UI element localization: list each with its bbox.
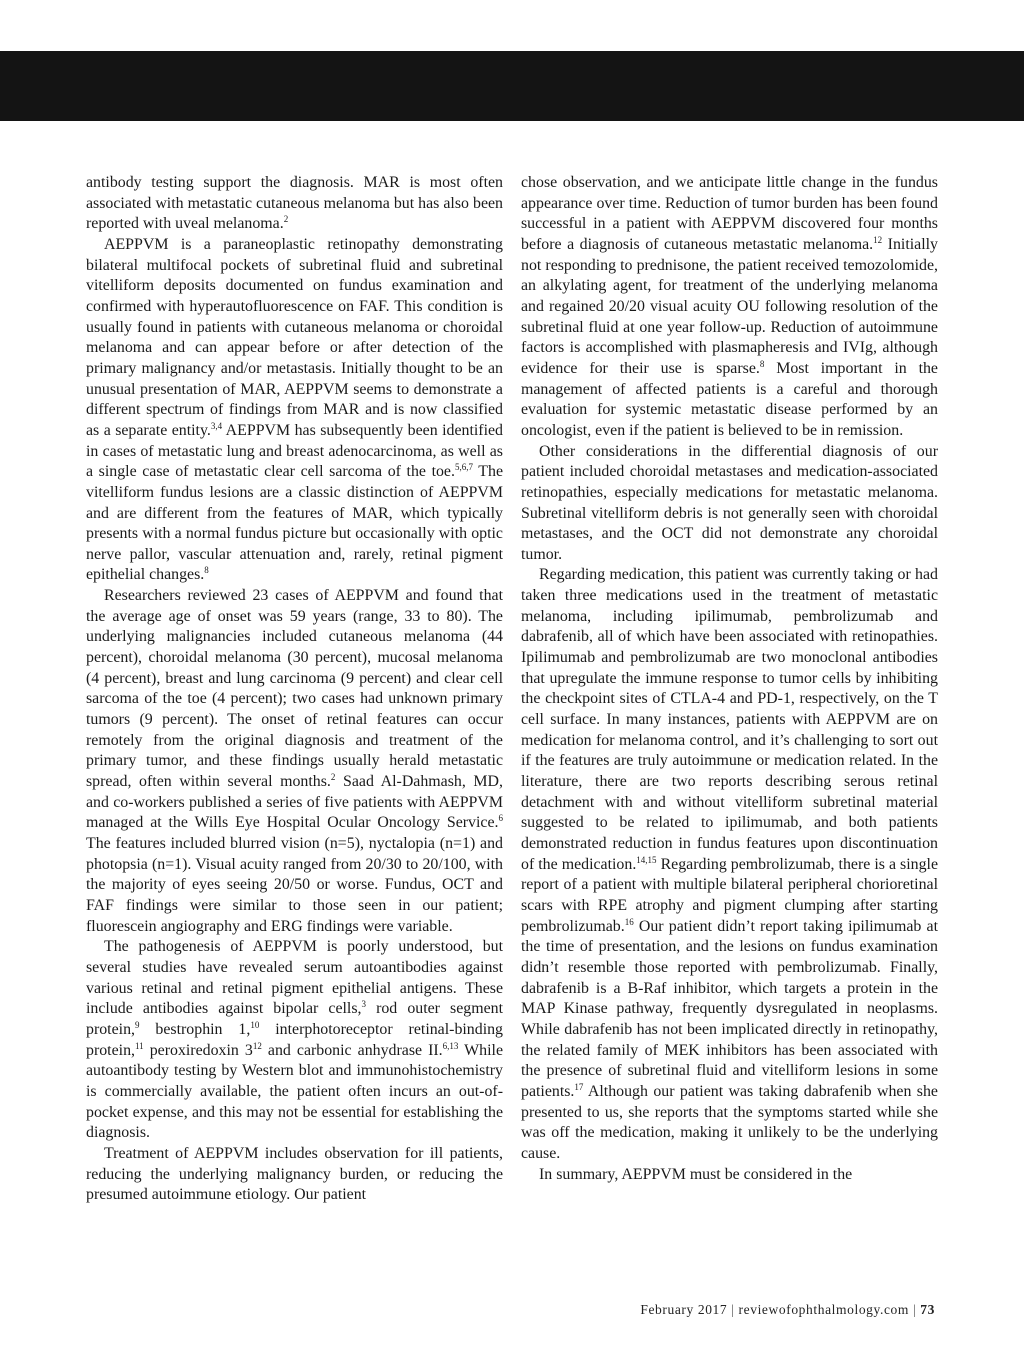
article-column-right (521, 173, 938, 1185)
page-number: 73 (920, 1302, 935, 1317)
reference-superscript: 8 (759, 358, 765, 369)
reference-superscript: 16 (624, 916, 634, 927)
paragraph: The pathogenesis of AEPPVM is poorly understood, but several studies have revealed serum autoantibodies against various retinal and retinal pigment epithelial antigens. These include antibodies against bipolar cells,$^3$ rod outer segment protein,$^9$ bestrophin 1,10 interphotoreceptor retinal-binding protein,$^{11}$ peroxiredoxin $3^{12}$ and carbonic anhydrase II.$^{6,13}$ While autoantibody testing by Western blot and immunohistochemistry is commercially available, the patient often incurs an out-of-pocket expense, and this may not be essential for establishing the diagnosis. (86, 938, 504, 1142)
paragraph: Regarding medication, this patient was currently taking or had taken three medications used in the treatment of metastatic melanoma, including ipilimumab, pembrolizumab and dabrafenib, all of which have been associated with retinopathies. Ipilimumab and pembrolizumab are two monoclonal antibodies that upregulate the immune response to tumor cells by inhibiting the checkpoint sites of CTLA-4 and PD-1, respectively, on the T cell surface. In many instances, patients with AEPPVM are on medication for melanoma control, and it’s challenging to sort out if the features are truly autoimmune or medication related. In the literature, there are two reports describing serous retinal detachment with and without vitelliform subretinal material suggested to be related to ipilimumab, and both patients demonstrated reduction in fundus features upon discontinuation of the medication.$^{14,15}$ Regarding pembrolizumab, there is a single report of a patient with multiple bilateral peripheral chorioretinal scars with RPE atrophy and pigment clumping after starting pembrolizumab.$^{16}$ Our patient didn’t report taking ipilimumab at the time of presentation, and the lesions on fundus examination didn’t resemble those reported with pembrolizumab. Finally, dabrafenib is a B-Raf inhibitor, which targets a protein in the MAP Kinase pathway, frequently dysregulated in neoplasms. While dabrafenib has not been implicated directly in retinopathy, the related family of MEK inhibitors has been associated with the presence of subretinal fluid and vitelliform lesions in some patients.$^{17}$ Although our patient was taking dabrafenib when she presented to us, she reports that the symptoms started while she was off the medication, making it unlikely to be the underlying cause. (521, 566, 938, 1162)
reference-superscript: 12 (252, 1040, 262, 1051)
paragraph: In summary, AEPPVM must be considered in the (539, 1165, 853, 1183)
reference-superscript: 9 (134, 1019, 140, 1030)
paragraph: antibody testing support the diagnosis. MAR is most often associated with metastatic cutaneous melanoma but has also been reported with uveal melanoma.$^2$ (86, 174, 503, 233)
paragraph: Other considerations in the differential diagnosis of our patient included choroidal metastases and medication-associated retinopathies, especially medications for metastatic melanoma. Subretinal vitelliform debris is not generally seen with choroidal metastases, and the OCT did not demonstrate any choroidal tumor. (521, 442, 938, 563)
reference-superscript: 3 (361, 999, 366, 1010)
reference-superscript: 6,13 (442, 1040, 459, 1051)
reference-superscript: 6 (498, 813, 503, 824)
reference-superscript: 11 (134, 1040, 144, 1051)
reference-superscript: 2 (283, 214, 289, 225)
reference-superscript: 17 (574, 1081, 584, 1092)
website-name: reviewofophthalmology.com (738, 1302, 910, 1317)
reference-superscript: 12 (873, 234, 883, 245)
paragraph: Treatment of AEPPVM includes observation for ill patients, reducing the underlying malignancy burden, or reducing the presumed autoimmune etiology. Our patient (86, 1144, 503, 1204)
reference-superscript: 10 (250, 1019, 260, 1030)
header-band (0, 51, 1024, 121)
reference-superscript: 14,15 (636, 854, 657, 865)
page-footer (640, 1302, 935, 1318)
footer-separator: | (913, 1302, 917, 1317)
issue-date: February 2017 (640, 1302, 728, 1317)
reference-superscript: 3,4 (210, 420, 223, 431)
reference-superscript: 2 (330, 772, 336, 783)
paragraph: Researchers reviewed 23 cases of AEPPVM and found that the average age of onset was 59 years (range, 33 to 80). The underlying malignancies included cutaneous melanoma (44 percent), choroidal melanoma (30 percent), mucosal melanoma (4 percent), breast and lung carcinoma (9 percent) and clear cell sarcoma of the toe (4 percent); two cases had unknown primary tumors (9 percent). The onset of retinal features can occur remotely from the original diagnosis and treatment of the primary tumor, and these findings usually herald metastatic spread, often within several months.$^2$ Saad Al-Dahmash, MD, and co-workers published a series of five patients with AEPPVM managed at the Wills Eye Hospital Ocular Oncology Service.$^6$ The features included blurred vision (n=5), nyctalopia (n=1) and photopsia (n=1). Visual acuity ranged from 20/30 to 20/100, with the majority of eyes seeing 20/50 or worse. Fundus, OCT and FAF findings were similar to those seen in our patient; fluorescein angiography and ERG findings were variable. (86, 587, 503, 935)
reference-superscript: 5,6,7 (454, 462, 473, 473)
article-column-left (86, 173, 503, 1206)
paragraph: chose observation, and we anticipate little change in the fundus appearance over time. Reduction of tumor burden has been found successful in a patient with AEPPVM discovered four months before a diagnosis of cutaneous metastatic melanoma.$^{12}$ Initially not responding to prednisone, the patient received temozolomide, an alkylating agent, for treatment of the underlying melanoma and regained 20/20 visual acuity OU following resolution of the subretinal fluid at one year follow-up. Reduction of autoimmune factors is accomplished with plasmapheresis and IVIg, although evidence for their use is sparse.$^8$ Most important in the management of affected patients is a careful and thorough evaluation for systemic metastatic disease performed by an oncologist, even if the patient is believed to be in remission. (521, 174, 938, 439)
footer-separator: | (731, 1302, 735, 1317)
reference-superscript: 8 (204, 565, 209, 576)
paragraph: AEPPVM is a paraneoplastic retinopathy demonstrating bilateral multifocal pockets of subretinal fluid and subretinal vitelliform deposits documented on fundus examination and confirmed with hyperautofluorescence on FAF. This condition is usually found in patients with cutaneous melanoma or choroidal melanoma and can appear before or after detection of the primary malignancy and/or metastasis. Initially thought to be an unusual presentation of MAR, AEPPVM seems to demonstrate a different spectrum of findings from MAR and is now classified as a separate entity.$^{3,4}$ AEPPVM has subsequently been identified in cases of metastatic lung and breast adenocarcinoma, as well as a single case of metastatic clear cell sarcoma of the toe.$^{5,6,7}$ The vitelliform fundus lesions are a classic distinction of AEPPVM and are different from the features of MAR, which typically presents with a normal fundus picture but occasionally with optic nerve pallor, vascular attenuation and, rarely, retinal pigment epithelial changes.$^8$ (86, 235, 504, 584)
